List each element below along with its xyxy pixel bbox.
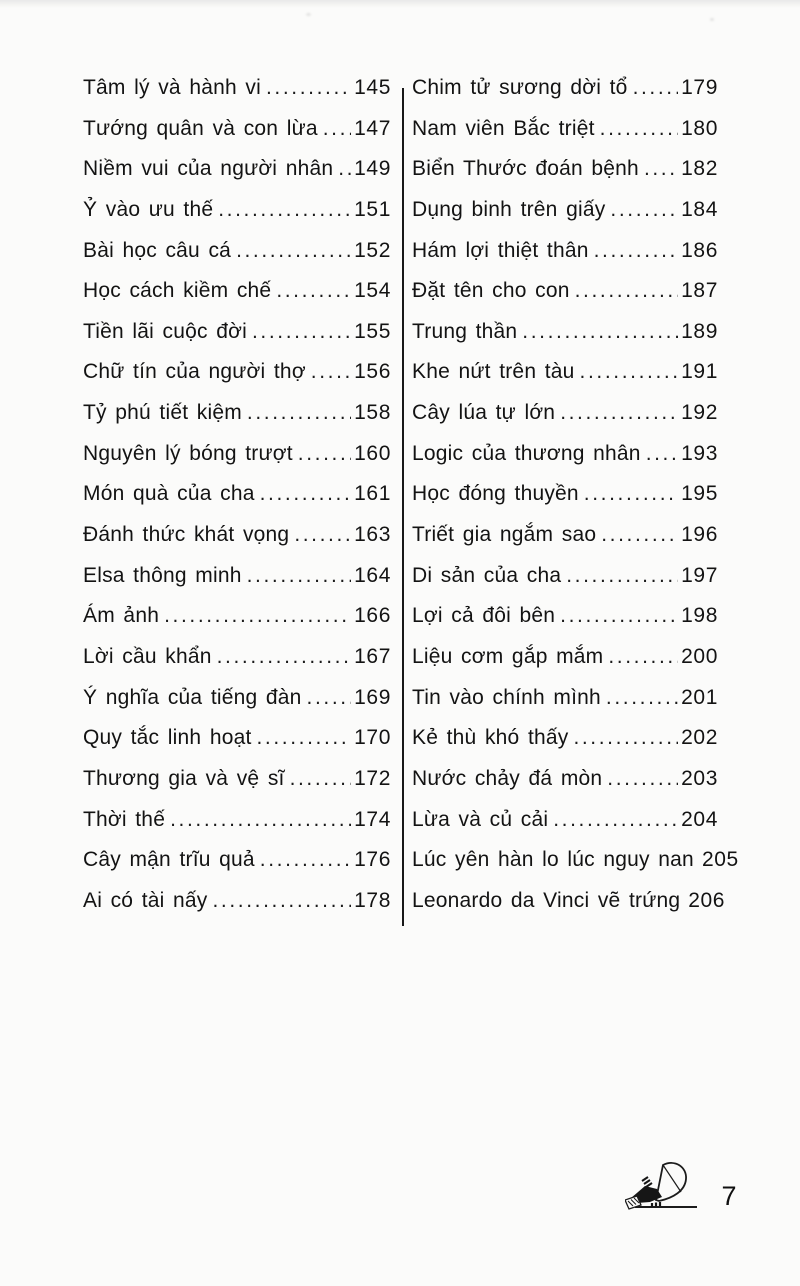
- toc-entry: [83, 848, 391, 889]
- dot-leader: [260, 848, 351, 872]
- toc-entry-title: Ai có tài nấy: [83, 888, 208, 912]
- dot-leader: [522, 320, 678, 344]
- toc-entry: [83, 239, 391, 280]
- toc-entry-page: 176: [354, 848, 391, 872]
- toc-entry-page: 172: [354, 766, 391, 790]
- dot-leader: [584, 482, 678, 506]
- toc-entry: [83, 808, 391, 849]
- toc-entry: [412, 198, 718, 239]
- toc-entry-page: 186: [681, 238, 718, 262]
- toc-entry-title: Dụng binh trên giấy: [412, 197, 606, 221]
- toc-entry-title: Trung thần: [412, 319, 518, 343]
- toc-entry-page: 205: [701, 848, 739, 872]
- dot-leader: [290, 767, 352, 791]
- dot-leader: [218, 198, 351, 222]
- toc-entry-title: Quy tắc linh hoạt: [83, 726, 252, 750]
- toc-entry-title: Tin vào chính mình: [412, 685, 601, 709]
- toc-entry: [412, 442, 718, 483]
- dot-leader: [217, 645, 352, 669]
- toc-entry: [412, 645, 718, 686]
- toc-entry-page: 201: [681, 685, 718, 709]
- toc-entry-page: 182: [681, 157, 718, 181]
- toc-entry-title: Lừa và củ cải: [412, 807, 549, 831]
- toc-entry-title: Ám ảnh: [83, 604, 160, 628]
- page-number: 7: [721, 1181, 737, 1211]
- dot-leader: [170, 808, 351, 832]
- toc-entry: [412, 401, 718, 442]
- toc-entry-page: 204: [681, 807, 718, 831]
- scan-noise-speck: [306, 13, 311, 16]
- toc-entry-page: 192: [681, 401, 718, 425]
- toc-entry: [412, 76, 718, 117]
- dot-leader: [266, 76, 351, 100]
- toc-entry: [83, 686, 391, 727]
- toc-entry-page: 166: [354, 604, 391, 628]
- toc-entry-page: 167: [354, 644, 391, 668]
- toc-entry-page: 161: [354, 482, 391, 506]
- dot-leader: [610, 198, 678, 222]
- toc-entry: [412, 726, 718, 767]
- toc-entry-title: Hám lợi thiệt thân: [412, 238, 589, 262]
- toc-entry-title: Đặt tên cho con: [412, 279, 570, 303]
- toc-entry-title: Tỷ phú tiết kiệm: [83, 401, 242, 425]
- dot-leader: [601, 523, 678, 547]
- dot-leader: [247, 564, 352, 588]
- toc-entry-title: Đánh thức khát vọng: [83, 523, 290, 547]
- toc-entry-title: Chim tử sương dời tổ: [412, 76, 628, 99]
- toc-entry-page: 160: [354, 441, 391, 465]
- toc-entry-title: Khe nứt trên tàu: [412, 360, 575, 384]
- toc-entry-page: 145: [354, 76, 391, 99]
- dot-leader: [644, 157, 678, 181]
- dot-leader: [213, 889, 352, 913]
- toc-entry: [412, 604, 718, 645]
- toc-entry: [412, 320, 718, 361]
- toc-entry-page: 163: [354, 523, 391, 547]
- toc-entry: [412, 888, 726, 930]
- toc-entry: [83, 320, 391, 361]
- dot-leader: [607, 767, 678, 791]
- toc-entry-title: Học đóng thuyền: [412, 482, 579, 506]
- dot-leader: [307, 686, 352, 710]
- quill-pen-sketch-icon: [625, 1156, 711, 1214]
- toc-entry-page: 184: [681, 197, 718, 221]
- toc-entry-title: Kẻ thù khó thấy: [412, 726, 569, 750]
- dot-leader: [323, 117, 351, 141]
- toc-entry: [83, 117, 391, 158]
- toc-entry: [83, 401, 391, 442]
- toc-entry-title: Lúc yên hàn lo lúc nguy nan: [412, 848, 694, 872]
- toc-entry-page: 154: [354, 279, 391, 303]
- toc-entry: [412, 239, 718, 280]
- toc-entry: [83, 726, 391, 767]
- toc-entry-page: 197: [681, 563, 718, 587]
- toc-entry: [412, 482, 718, 523]
- dot-leader: [573, 726, 678, 750]
- toc-entry-page: 196: [681, 523, 718, 547]
- toc-entry-page: 170: [354, 726, 391, 750]
- dot-leader: [608, 645, 678, 669]
- toc-entry: [412, 523, 718, 564]
- toc-entry-page: 169: [354, 685, 391, 709]
- toc-entry: [83, 482, 391, 523]
- dot-leader: [298, 442, 351, 466]
- dot-leader: [560, 401, 678, 425]
- dot-leader: [276, 279, 351, 303]
- toc-entry-title: Tướng quân và con lừa: [83, 116, 318, 140]
- toc-entry: [412, 767, 718, 808]
- dot-leader: [575, 279, 679, 303]
- toc-entry-page: 191: [681, 360, 718, 384]
- toc-entry-page: 174: [354, 807, 391, 831]
- toc-entry: [83, 889, 391, 930]
- dot-leader: [247, 401, 351, 425]
- toc-entry-title: Biển Thước đoán bệnh: [412, 157, 639, 181]
- toc-entry-title: Di sản của cha: [412, 563, 562, 587]
- dot-leader: [260, 482, 352, 506]
- toc-entry-title: Chữ tín của người thợ: [83, 360, 306, 384]
- toc-entry-title: Học cách kiềm chế: [83, 279, 272, 303]
- toc-entry-page: 200: [681, 644, 718, 668]
- toc-entry-title: Niềm vui của người nhân: [83, 157, 334, 181]
- dot-leader: [594, 239, 679, 263]
- toc-entry-title: Thương gia và vệ sĩ: [83, 766, 285, 790]
- toc-entry-title: Nguyên lý bóng trượt: [83, 441, 293, 465]
- toc-entry-title: Lời cầu khẩn: [83, 644, 212, 668]
- toc-entry-title: Cây lúa tự lớn: [412, 401, 556, 425]
- toc-entry: [412, 564, 718, 605]
- dot-leader: [606, 686, 678, 710]
- toc-entry-page: 198: [681, 604, 718, 628]
- dot-leader: [294, 523, 351, 547]
- dot-leader: [311, 360, 351, 384]
- toc-entry-page: 151: [354, 197, 391, 221]
- toc-entry-page: 195: [681, 482, 718, 506]
- dot-leader: [560, 604, 678, 628]
- dot-leader: [633, 76, 679, 100]
- toc-entry-title: Nước chảy đá mòn: [412, 766, 603, 790]
- toc-entry-page: 202: [681, 726, 718, 750]
- toc-entry-title: Logic của thương nhân: [412, 441, 641, 465]
- dot-leader: [236, 239, 351, 263]
- toc-entry-title: Món quà của cha: [83, 482, 255, 506]
- toc-entry-title: Liệu cơm gắp mắm: [412, 644, 604, 668]
- toc-entry-page: 180: [681, 116, 718, 140]
- toc-entry-title: Ỷ vào ưu thế: [83, 197, 214, 221]
- toc-entry-title: Ý nghĩa của tiếng đàn: [83, 685, 302, 709]
- toc-entry-title: Nam viên Bắc triệt: [412, 116, 595, 140]
- toc-entry: [83, 157, 391, 198]
- dot-leader: [580, 360, 679, 384]
- dot-leader: [257, 726, 352, 750]
- dot-leader: [338, 157, 351, 181]
- toc-entry: [83, 564, 391, 605]
- toc-entry-title: Bài học câu cá: [83, 238, 232, 262]
- toc-entry-page: 164: [354, 563, 391, 587]
- toc-entry: [412, 279, 718, 320]
- toc-entry-title: Lợi cả đôi bên: [412, 604, 556, 628]
- toc-column-right: [412, 76, 739, 929]
- column-divider: [402, 88, 404, 926]
- toc-entry-page: 152: [354, 238, 391, 262]
- toc-entry: [83, 767, 391, 808]
- toc-entry-page: 147: [354, 116, 391, 140]
- toc-entry-page: 187: [681, 279, 718, 303]
- toc-entry-title: Leonardo da Vinci vẽ trứng: [412, 888, 681, 912]
- toc-entry: [83, 279, 391, 320]
- toc-entry-page: 149: [354, 157, 391, 181]
- page-footer: [625, 1156, 737, 1218]
- toc-entry: [83, 604, 391, 645]
- toc-entry-title: Triết gia ngắm sao: [412, 523, 597, 547]
- toc-column-left: [83, 76, 391, 929]
- toc-entry-page: 179: [681, 76, 718, 99]
- dot-leader: [164, 604, 351, 628]
- scan-edge-shadow: [0, 0, 800, 8]
- dot-leader: [553, 808, 678, 832]
- toc-entry-page: 206: [688, 888, 726, 912]
- toc-entry-page: 189: [681, 319, 718, 343]
- toc-entry: [83, 76, 391, 117]
- toc-entry: [412, 117, 718, 158]
- toc-entry: [83, 645, 391, 686]
- toc-entry-page: 193: [681, 441, 718, 465]
- toc-entry-page: 156: [354, 360, 391, 384]
- toc-entry: [412, 360, 718, 401]
- toc-entry-title: Thời thế: [83, 807, 166, 831]
- toc-entry-title: Tâm lý và hành vi: [83, 76, 261, 99]
- toc-entry: [412, 686, 718, 727]
- dot-leader: [566, 564, 678, 588]
- toc-entry: [412, 157, 718, 198]
- scan-noise-speck: [710, 18, 714, 21]
- toc-entry-page: 158: [354, 401, 391, 425]
- toc-entry-page: 155: [354, 319, 391, 343]
- toc-entry-page: 178: [354, 888, 391, 912]
- toc-entry: [412, 808, 718, 849]
- toc-entry-title: Cây mận trĩu quả: [83, 848, 255, 872]
- toc-entry: [83, 442, 391, 483]
- dot-leader: [646, 442, 678, 466]
- dot-leader: [600, 117, 678, 141]
- toc-entry: [83, 523, 391, 564]
- toc-entry: [83, 198, 391, 239]
- toc-entry: [412, 848, 739, 889]
- toc-entry-title: Tiền lãi cuộc đời: [83, 319, 247, 343]
- dot-leader: [252, 320, 351, 344]
- toc-entry-title: Elsa thông minh: [83, 563, 242, 587]
- toc-entry: [83, 360, 391, 401]
- toc-entry-page: 203: [681, 766, 718, 790]
